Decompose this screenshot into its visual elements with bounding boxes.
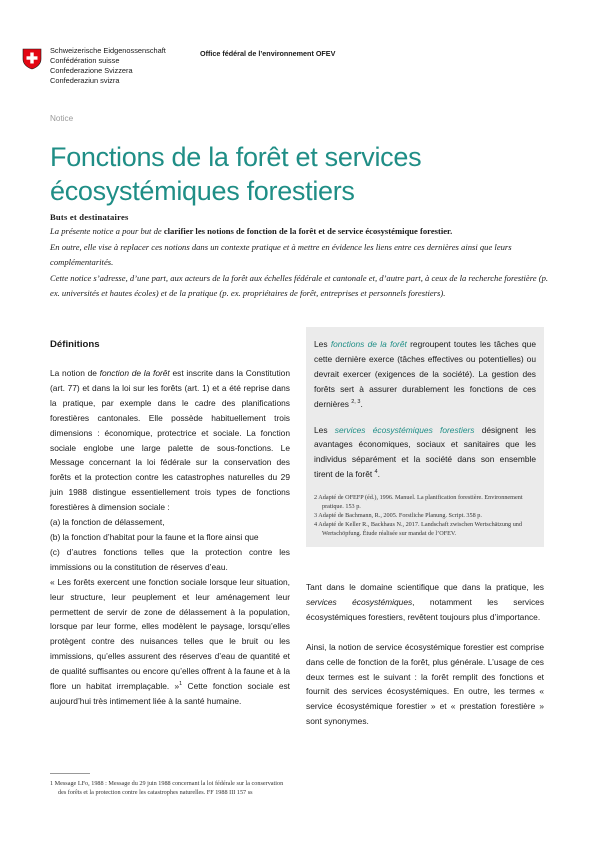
footnote-divider (50, 773, 90, 774)
box-paragraph-functions: Les fonctions de la forêt regroupent toutes les tâches que cette dernière exerce (tâches effectives ou potentielles) ou devrait exercer (exigences de la société). La gestion des forêts sert à assurer durablement les fonctions de ces dernières $^{2, 3}$. (314, 339, 537, 409)
intro-text (50, 224, 550, 302)
intro-emphasis: clarifier les notions de fonction de la forêt et de service écosystémique forestier. (163, 226, 453, 236)
definitions-column (50, 366, 290, 709)
term-services: services écosystémiques forestiers (334, 424, 475, 435)
document-type-label: Notice (50, 114, 74, 123)
confederation-it: Confederazione Svizzera (50, 66, 133, 75)
page-title: Fonctions de la forêt et services écosystémiques forestiers (50, 142, 422, 206)
services-column (306, 580, 544, 744)
footnote-ref[interactable]: 2, 3 (351, 398, 361, 405)
definition-box (306, 327, 544, 547)
office-name: Office fédéral de l’environnement OFEV (200, 49, 336, 58)
buts-heading: Buts et destinataires (50, 212, 129, 222)
footnote-item: 3 Adapté de Bachmann, R., 2005. Forstliche Planung. Script. 358 p. (314, 512, 482, 520)
intro-paragraph-2: En outre, elle vise à replacer ces notions dans un contexte pratique et à mettre en évidence les liens entre ces dernières ainsi que leurs complémentarités. (50, 241, 512, 267)
confederation-fr: Confédération suisse (50, 56, 120, 65)
list-item: (a) la fonction de délassement, (50, 517, 165, 528)
services-paragraph-2: Ainsi, la notion de service écosystémique forestier est comprise dans celle de fonction de la forêt, plus générale. L’usage de ces deux termes est le suivant : la forêt remplit des fonctions et fournit des services écosystémiques. En outre, les termes « service écosystémique forestier » et « prestation forestière » sont synonymes. (306, 641, 544, 727)
confederation-de: Schweizerische Eidgenossenschaft (50, 46, 166, 55)
footnote-ref[interactable]: 1 (179, 681, 183, 688)
term-functions: fonctions de la forêt (330, 339, 407, 349)
box-paragraph-services: Les services écosystémiques forestiers désignent les avantages économiques, sociaux et sanitaires que les individus séparément et la société dans son ensemble tirent de la forêt $^4$. (314, 424, 536, 480)
footnote-item: 4 Adapté de Keller R., Backhaus N., 2017. Landschaft zwischen Wertschätzung und Wertschöpfung. Étude réalisée sur mandat de l’OFEV. (314, 521, 522, 538)
services-paragraph-1: Tant dans le domaine scientifique que dans la pratique, les services écosystémiques, notamment les services écosystémiques forestiers, revêtent toujours plus d’importance. (306, 582, 545, 622)
list-item: (b) la fonction d’habitat pour la faune et la flore ainsi que (50, 531, 259, 542)
box-footnotes (314, 493, 536, 538)
confederation-names (50, 46, 166, 86)
swiss-coat-of-arms-icon (22, 48, 42, 70)
list-item: (c) d’autres fonctions telles que la protection contre les immissions ou la constitution de réserves d’eau. (50, 546, 290, 572)
definitions-quote: « Les forêts exercent une fonction sociale lorsque leur situation, leur structure, leur peuplement et leur aménagement leur permettent de servir de zone de délassement à la population, lorsque par leur forme, elles modèlent le paysage, lorsqu’elles protègent contre des nuisances telles que le bruit ou les immissions, qu’elles assurent des réserves d’eau de quantité et de qualité suffisantes ou encore qu’elles offrent à la faune et à la flore un habitat irremplaçable. »$^1$ Cette fonction sociale est aujourd’hui très intimement liée à la santé humaine. (50, 576, 290, 706)
footnote-item: 2 Adapté de OFEFP (éd.), 1996. Manuel. La planification forestière. Environnement pratique. 153 p. (314, 494, 523, 511)
confederation-rm: Confederaziun svizra (50, 76, 120, 85)
page-footnote: 1 Message LFo, 1988 : Message du 29 juin 1988 concernant la loi fédérale sur la conservation des forêts et la protection contre les catastrophes naturelles. FF 1988 III 157 ss (50, 780, 284, 796)
intro-paragraph-1: La présente notice a pour but de clarifier les notions de fonction de la forêt et de service écosystémique forestier. (50, 226, 453, 236)
footnote-ref[interactable]: 4 (374, 469, 378, 476)
definitions-heading: Définitions (50, 339, 100, 350)
definitions-paragraph: La notion de fonction de la forêt est inscrite dans la Constitution (art. 77) et dans la loi sur les forêts (art. 1) et a été reprise dans la pratique, par exemple dans le cadre des planifications forestières cantonales. Elle possède habituellement trois dimensions : économique, protectrice et sociale. La fonction sociale englobe une large palette de sous-fonctions. Le Message concernant la loi fédérale sur la conservation des forêts et la protection contre les catastrophes naturelles du 29 juin 1988 distingue essentiellement trois types de fonctions forestières à dimension sociale : (50, 368, 290, 513)
page-header (22, 46, 582, 96)
intro-paragraph-3: Cette notice s’adresse, d’une part, aux acteurs de la forêt aux échelles fédérale et cantonale et, d’autre part, à ceux de la recherche forestière (p. ex. universités et hautes écoles) et de la pratique (p. ex. propriétaires de forêt, entreprises et personnels forestiers). (50, 272, 549, 298)
